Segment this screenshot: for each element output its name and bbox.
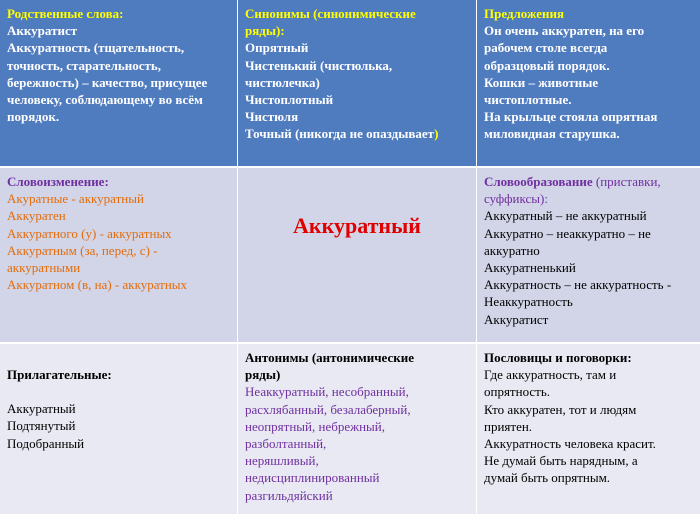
sentences-title: Предложения: [484, 6, 565, 21]
inflection-line: Аккуратного (у) - аккуратных: [7, 225, 172, 241]
proverb-line: опрятность.: [484, 384, 551, 400]
inflection-line: Аккуратен: [7, 208, 66, 224]
related-line: человеку, соблюдающему во всём: [7, 92, 203, 108]
antonyms-title-2: ряды): [245, 367, 281, 383]
related-title: Родственные слова:: [7, 6, 124, 21]
cell-adjectives: [0, 344, 238, 516]
synonyms-title-2: ряды):: [245, 23, 285, 39]
word-formation-line: Неаккуратность: [484, 294, 573, 310]
antonym-line: Неаккуратный, несобранный,: [245, 384, 409, 400]
related-line: порядок.: [7, 109, 60, 125]
antonym-line: разболтанный,: [245, 436, 327, 452]
antonym-line: неопрятный, небрежный,: [245, 418, 385, 434]
sentence-line: рабочем столе всегда: [484, 40, 608, 56]
antonym-line: расхлябанный, безалаберный,: [245, 401, 411, 417]
cell-proverbs: [477, 344, 700, 516]
word-formation-title: Словообразование (приставки,: [484, 174, 661, 189]
cell-sentences: [477, 0, 700, 168]
inflection-line: Аккуратным (за, перед, с) -: [7, 242, 158, 258]
antonyms-title: Антонимы (антонимические: [245, 350, 414, 365]
antonym-line: неряшливый,: [245, 453, 319, 469]
synonym-line: чистюлечка): [245, 74, 320, 90]
related-line: Аккуратист: [7, 23, 78, 39]
cell-center-word: [238, 168, 477, 344]
synonym-line: Чистоплотный: [245, 92, 334, 108]
center-word: Аккуратный: [293, 213, 421, 238]
proverb-line: приятен.: [484, 418, 533, 434]
word-formation-line: аккуратно: [484, 242, 540, 258]
synonym-line: Опрятный: [245, 40, 309, 56]
inflection-line: аккуратными: [7, 260, 81, 276]
cell-antonyms: [238, 344, 477, 516]
word-formation-line: Аккуратный – не аккуратный: [484, 208, 647, 224]
sentence-line: образцовый порядок.: [484, 57, 610, 73]
inflection-line: Аккуратном (в, на) - аккуратных: [7, 277, 188, 293]
word-formation-line: Аккуратность – не аккуратность -: [484, 277, 672, 293]
word-formation-line: Аккуратненький: [484, 260, 576, 276]
inflection-line: Акуратные - аккуратный: [7, 191, 144, 207]
sentence-line: На крыльце стояла опрятная: [484, 109, 658, 125]
cell-inflection: [0, 168, 238, 344]
sentence-line: Кошки – животные: [484, 74, 599, 90]
sentence-line: Он очень аккуратен, на его: [484, 23, 645, 39]
cell-related-words: [0, 0, 238, 168]
word-formation-line: Аккуратно – неаккуратно – не: [484, 225, 651, 241]
proverb-line: Кто аккуратен, тот и людям: [484, 401, 637, 417]
word-formation-line: Аккуратист: [484, 311, 549, 327]
synonyms-title: Синонимы (синонимические: [245, 6, 416, 21]
related-line: Аккуратность (тщательность,: [7, 40, 185, 56]
proverb-line: думай быть опрятным.: [484, 470, 611, 486]
sentence-line: миловидная старушка.: [484, 126, 620, 142]
proverb-line: Не думай быть нарядным, а: [484, 453, 638, 469]
adjectives-title: Прилагательные:: [7, 367, 112, 382]
synonym-line: Чистюля: [245, 109, 299, 125]
related-line: бережность) – качество, присущее: [7, 74, 208, 90]
cell-synonyms: [238, 0, 477, 168]
proverb-line: Где аккуратность, там и: [484, 367, 617, 383]
inflection-title: Словоизменение:: [7, 174, 109, 189]
adjective-line: Подобранный: [7, 435, 85, 451]
word-formation-title-2: суффиксы):: [484, 191, 548, 207]
proverb-line: Аккуратность человека красит.: [484, 436, 656, 452]
synonym-line: Чистенький (чистюлька,: [245, 57, 393, 73]
antonym-line: недисциплинированный: [245, 470, 380, 486]
adjective-line: Подтянутый: [7, 418, 76, 434]
adjective-line: Аккуратный: [7, 401, 76, 417]
cell-word-formation: [477, 168, 700, 344]
antonym-line: разгильдяйский: [245, 487, 333, 503]
proverbs-title: Пословицы и поговорки:: [484, 350, 632, 365]
sentence-line: чистоплотные.: [484, 92, 572, 108]
synonym-line-last: Точный (никогда не опаздывает): [245, 126, 439, 142]
related-line: точность, старательность,: [7, 57, 162, 73]
